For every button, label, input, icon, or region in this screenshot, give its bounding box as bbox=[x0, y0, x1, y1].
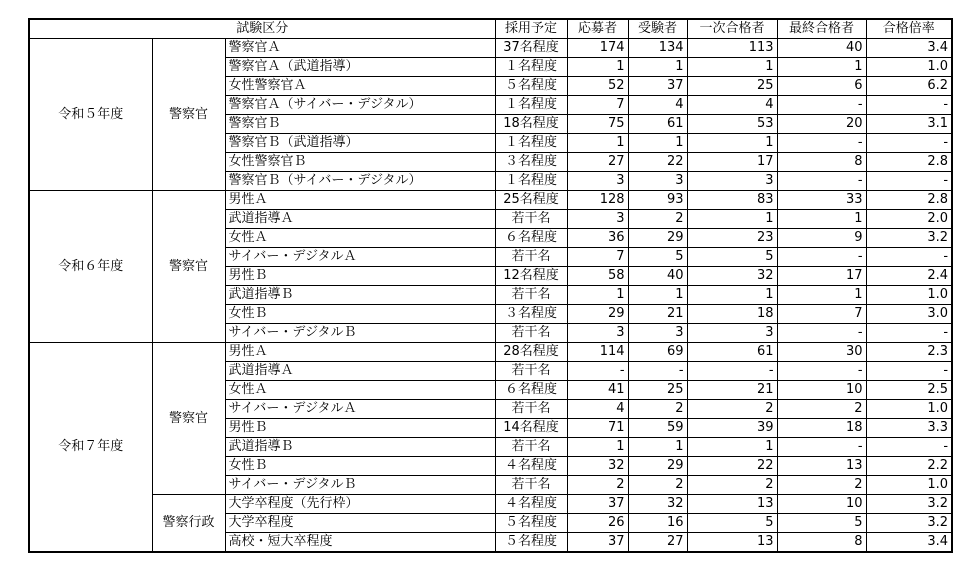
ratio-cell: 1.0 bbox=[866, 286, 952, 305]
first-pass-cell: 32 bbox=[687, 267, 777, 286]
table-row bbox=[29, 495, 952, 514]
applicants-cell: 36 bbox=[567, 229, 628, 248]
final-pass-cell: 8 bbox=[777, 533, 866, 553]
applicants-cell: 26 bbox=[567, 514, 628, 533]
year-cell: 令和７年度 bbox=[29, 343, 152, 553]
examinees-cell: 1 bbox=[628, 438, 687, 457]
first-pass-cell: 13 bbox=[687, 533, 777, 553]
category-cell: サイバー・デジタルＢ bbox=[225, 324, 495, 343]
plan-cell: 14名程度 bbox=[495, 419, 567, 438]
examinees-cell: 134 bbox=[628, 39, 687, 58]
final-pass-cell: 5 bbox=[777, 514, 866, 533]
examinees-cell: 61 bbox=[628, 115, 687, 134]
ratio-cell: 2.8 bbox=[866, 153, 952, 172]
applicants-cell: 37 bbox=[567, 495, 628, 514]
applicants-cell: 41 bbox=[567, 381, 628, 400]
ratio-cell: 2.2 bbox=[866, 457, 952, 476]
first-pass-cell: 25 bbox=[687, 77, 777, 96]
applicants-cell: 75 bbox=[567, 115, 628, 134]
job-cell: 警察行政 bbox=[152, 495, 225, 553]
final-pass-cell: - bbox=[777, 172, 866, 191]
plan-cell: ５名程度 bbox=[495, 77, 567, 96]
category-cell: 警察官Ａ bbox=[225, 39, 495, 58]
first-pass-cell: 2 bbox=[687, 400, 777, 419]
category-cell: 女性Ａ bbox=[225, 229, 495, 248]
category-cell: 男性Ｂ bbox=[225, 419, 495, 438]
first-pass-cell: 17 bbox=[687, 153, 777, 172]
first-pass-cell: 39 bbox=[687, 419, 777, 438]
first-pass-cell: 53 bbox=[687, 115, 777, 134]
examinees-cell: 93 bbox=[628, 191, 687, 210]
category-cell: サイバー・デジタルＢ bbox=[225, 476, 495, 495]
final-pass-cell: - bbox=[777, 324, 866, 343]
first-pass-cell: 22 bbox=[687, 457, 777, 476]
category-cell: 男性Ａ bbox=[225, 343, 495, 362]
header-first-pass: 一次合格者 bbox=[687, 19, 777, 39]
final-pass-cell: 18 bbox=[777, 419, 866, 438]
first-pass-cell: 2 bbox=[687, 476, 777, 495]
ratio-cell: 3.0 bbox=[866, 305, 952, 324]
ratio-cell: 1.0 bbox=[866, 400, 952, 419]
job-cell: 警察官 bbox=[152, 343, 225, 495]
examinees-cell: 4 bbox=[628, 96, 687, 115]
examinees-cell: 22 bbox=[628, 153, 687, 172]
first-pass-cell: 3 bbox=[687, 172, 777, 191]
applicants-cell: 1 bbox=[567, 286, 628, 305]
applicants-cell: 37 bbox=[567, 533, 628, 553]
plan-cell: ５名程度 bbox=[495, 514, 567, 533]
category-cell: 大学卒程度 bbox=[225, 514, 495, 533]
final-pass-cell: 1 bbox=[777, 58, 866, 77]
table-body bbox=[29, 39, 952, 553]
plan-cell: 若干名 bbox=[495, 362, 567, 381]
plan-cell: 若干名 bbox=[495, 248, 567, 267]
ratio-cell: - bbox=[866, 134, 952, 153]
examinees-cell: 59 bbox=[628, 419, 687, 438]
ratio-cell: 2.8 bbox=[866, 191, 952, 210]
plan-cell: ４名程度 bbox=[495, 495, 567, 514]
first-pass-cell: 1 bbox=[687, 286, 777, 305]
first-pass-cell: 21 bbox=[687, 381, 777, 400]
final-pass-cell: 2 bbox=[777, 476, 866, 495]
category-cell: 武道指導Ａ bbox=[225, 210, 495, 229]
final-pass-cell: 2 bbox=[777, 400, 866, 419]
ratio-cell: 3.1 bbox=[866, 115, 952, 134]
plan-cell: ５名程度 bbox=[495, 533, 567, 553]
ratio-cell: 3.2 bbox=[866, 514, 952, 533]
examinees-cell: 21 bbox=[628, 305, 687, 324]
ratio-cell: 2.5 bbox=[866, 381, 952, 400]
examinees-cell: 29 bbox=[628, 229, 687, 248]
plan-cell: 28名程度 bbox=[495, 343, 567, 362]
first-pass-cell: 4 bbox=[687, 96, 777, 115]
final-pass-cell: 8 bbox=[777, 153, 866, 172]
applicants-cell: 128 bbox=[567, 191, 628, 210]
applicants-cell: 1 bbox=[567, 438, 628, 457]
plan-cell: 若干名 bbox=[495, 324, 567, 343]
plan-cell: 25名程度 bbox=[495, 191, 567, 210]
plan-cell: ６名程度 bbox=[495, 381, 567, 400]
applicants-cell: 32 bbox=[567, 457, 628, 476]
year-cell: 令和５年度 bbox=[29, 39, 152, 191]
category-cell: サイバー・デジタルＡ bbox=[225, 400, 495, 419]
category-cell: 女性Ｂ bbox=[225, 305, 495, 324]
first-pass-cell: 13 bbox=[687, 495, 777, 514]
plan-cell: １名程度 bbox=[495, 96, 567, 115]
final-pass-cell: - bbox=[777, 438, 866, 457]
final-pass-cell: 17 bbox=[777, 267, 866, 286]
ratio-cell: 1.0 bbox=[866, 476, 952, 495]
plan-cell: 若干名 bbox=[495, 400, 567, 419]
plan-cell: ６名程度 bbox=[495, 229, 567, 248]
category-cell: 大学卒程度（先行枠） bbox=[225, 495, 495, 514]
plan-cell: １名程度 bbox=[495, 134, 567, 153]
header-examinees: 受験者 bbox=[628, 19, 687, 39]
plan-cell: 若干名 bbox=[495, 210, 567, 229]
examinees-cell: - bbox=[628, 362, 687, 381]
ratio-cell: 3.2 bbox=[866, 495, 952, 514]
final-pass-cell: 33 bbox=[777, 191, 866, 210]
applicants-cell: 7 bbox=[567, 248, 628, 267]
category-cell: 男性Ｂ bbox=[225, 267, 495, 286]
examinees-cell: 40 bbox=[628, 267, 687, 286]
header-row bbox=[29, 19, 952, 39]
applicants-cell: 29 bbox=[567, 305, 628, 324]
applicants-cell: 58 bbox=[567, 267, 628, 286]
first-pass-cell: 5 bbox=[687, 514, 777, 533]
ratio-cell: - bbox=[866, 362, 952, 381]
applicants-cell: 7 bbox=[567, 96, 628, 115]
examinees-cell: 2 bbox=[628, 476, 687, 495]
first-pass-cell: 23 bbox=[687, 229, 777, 248]
final-pass-cell: 13 bbox=[777, 457, 866, 476]
category-cell: 高校・短大卒程度 bbox=[225, 533, 495, 553]
ratio-cell: 1.0 bbox=[866, 58, 952, 77]
category-cell: 女性Ａ bbox=[225, 381, 495, 400]
examinees-cell: 3 bbox=[628, 324, 687, 343]
category-cell: 女性警察官Ａ bbox=[225, 77, 495, 96]
final-pass-cell: - bbox=[777, 134, 866, 153]
category-cell: 警察官Ｂ（武道指導） bbox=[225, 134, 495, 153]
ratio-cell: 2.4 bbox=[866, 267, 952, 286]
category-cell: 警察官Ａ（サイバー・デジタル） bbox=[225, 96, 495, 115]
examinees-cell: 37 bbox=[628, 77, 687, 96]
applicants-cell: 4 bbox=[567, 400, 628, 419]
first-pass-cell: 61 bbox=[687, 343, 777, 362]
final-pass-cell: - bbox=[777, 362, 866, 381]
first-pass-cell: 3 bbox=[687, 324, 777, 343]
examinees-cell: 2 bbox=[628, 210, 687, 229]
final-pass-cell: 10 bbox=[777, 495, 866, 514]
applicants-cell: 3 bbox=[567, 210, 628, 229]
category-cell: 警察官Ａ（武道指導） bbox=[225, 58, 495, 77]
ratio-cell: - bbox=[866, 248, 952, 267]
final-pass-cell: 20 bbox=[777, 115, 866, 134]
applicants-cell: 3 bbox=[567, 324, 628, 343]
plan-cell: 37名程度 bbox=[495, 39, 567, 58]
examinees-cell: 29 bbox=[628, 457, 687, 476]
table-row bbox=[29, 191, 952, 210]
plan-cell: 若干名 bbox=[495, 286, 567, 305]
examinees-cell: 1 bbox=[628, 134, 687, 153]
plan-cell: １名程度 bbox=[495, 172, 567, 191]
ratio-cell: 6.2 bbox=[866, 77, 952, 96]
category-cell: 武道指導Ｂ bbox=[225, 286, 495, 305]
applicants-cell: 1 bbox=[567, 134, 628, 153]
final-pass-cell: 10 bbox=[777, 381, 866, 400]
ratio-cell: 3.4 bbox=[866, 39, 952, 58]
first-pass-cell: 1 bbox=[687, 438, 777, 457]
first-pass-cell: 113 bbox=[687, 39, 777, 58]
ratio-cell: - bbox=[866, 172, 952, 191]
category-cell: 警察官Ｂ bbox=[225, 115, 495, 134]
ratio-cell: - bbox=[866, 324, 952, 343]
examinees-cell: 3 bbox=[628, 172, 687, 191]
applicants-cell: - bbox=[567, 362, 628, 381]
category-cell: 女性Ｂ bbox=[225, 457, 495, 476]
final-pass-cell: 1 bbox=[777, 286, 866, 305]
examinees-cell: 32 bbox=[628, 495, 687, 514]
category-cell: 男性Ａ bbox=[225, 191, 495, 210]
job-cell: 警察官 bbox=[152, 191, 225, 343]
examinees-cell: 1 bbox=[628, 58, 687, 77]
ratio-cell: 2.3 bbox=[866, 343, 952, 362]
first-pass-cell: 1 bbox=[687, 58, 777, 77]
plan-cell: 18名程度 bbox=[495, 115, 567, 134]
category-cell: サイバー・デジタルＡ bbox=[225, 248, 495, 267]
ratio-cell: 2.0 bbox=[866, 210, 952, 229]
plan-cell: １名程度 bbox=[495, 58, 567, 77]
applicants-cell: 3 bbox=[567, 172, 628, 191]
examinees-cell: 69 bbox=[628, 343, 687, 362]
plan-cell: ４名程度 bbox=[495, 457, 567, 476]
applicants-cell: 27 bbox=[567, 153, 628, 172]
first-pass-cell: 18 bbox=[687, 305, 777, 324]
ratio-cell: - bbox=[866, 96, 952, 115]
header-category: 試験区分 bbox=[29, 19, 495, 39]
header-final-pass: 最終合格者 bbox=[777, 19, 866, 39]
year-cell: 令和６年度 bbox=[29, 191, 152, 343]
first-pass-cell: - bbox=[687, 362, 777, 381]
final-pass-cell: - bbox=[777, 96, 866, 115]
final-pass-cell: - bbox=[777, 248, 866, 267]
table-row bbox=[29, 39, 952, 58]
ratio-cell: 3.4 bbox=[866, 533, 952, 553]
first-pass-cell: 1 bbox=[687, 134, 777, 153]
final-pass-cell: 1 bbox=[777, 210, 866, 229]
ratio-cell: 3.3 bbox=[866, 419, 952, 438]
table-row bbox=[29, 343, 952, 362]
ratio-cell: - bbox=[866, 438, 952, 457]
final-pass-cell: 6 bbox=[777, 77, 866, 96]
applicants-cell: 174 bbox=[567, 39, 628, 58]
category-cell: 武道指導Ｂ bbox=[225, 438, 495, 457]
plan-cell: 12名程度 bbox=[495, 267, 567, 286]
exam-results-table bbox=[28, 18, 953, 553]
plan-cell: 若干名 bbox=[495, 438, 567, 457]
header-ratio: 合格倍率 bbox=[866, 19, 952, 39]
examinees-cell: 2 bbox=[628, 400, 687, 419]
category-cell: 女性警察官Ｂ bbox=[225, 153, 495, 172]
examinees-cell: 5 bbox=[628, 248, 687, 267]
ratio-cell: 3.2 bbox=[866, 229, 952, 248]
plan-cell: ３名程度 bbox=[495, 153, 567, 172]
final-pass-cell: 30 bbox=[777, 343, 866, 362]
applicants-cell: 2 bbox=[567, 476, 628, 495]
examinees-cell: 16 bbox=[628, 514, 687, 533]
examinees-cell: 25 bbox=[628, 381, 687, 400]
plan-cell: 若干名 bbox=[495, 476, 567, 495]
plan-cell: ３名程度 bbox=[495, 305, 567, 324]
final-pass-cell: 7 bbox=[777, 305, 866, 324]
final-pass-cell: 9 bbox=[777, 229, 866, 248]
applicants-cell: 71 bbox=[567, 419, 628, 438]
category-cell: 武道指導Ａ bbox=[225, 362, 495, 381]
header-applicants: 応募者 bbox=[567, 19, 628, 39]
examinees-cell: 1 bbox=[628, 286, 687, 305]
first-pass-cell: 1 bbox=[687, 210, 777, 229]
applicants-cell: 52 bbox=[567, 77, 628, 96]
first-pass-cell: 5 bbox=[687, 248, 777, 267]
examinees-cell: 27 bbox=[628, 533, 687, 553]
category-cell: 警察官Ｂ（サイバー・デジタル） bbox=[225, 172, 495, 191]
job-cell: 警察官 bbox=[152, 39, 225, 191]
header-plan: 採用予定 bbox=[495, 19, 567, 39]
final-pass-cell: 40 bbox=[777, 39, 866, 58]
applicants-cell: 1 bbox=[567, 58, 628, 77]
applicants-cell: 114 bbox=[567, 343, 628, 362]
first-pass-cell: 83 bbox=[687, 191, 777, 210]
